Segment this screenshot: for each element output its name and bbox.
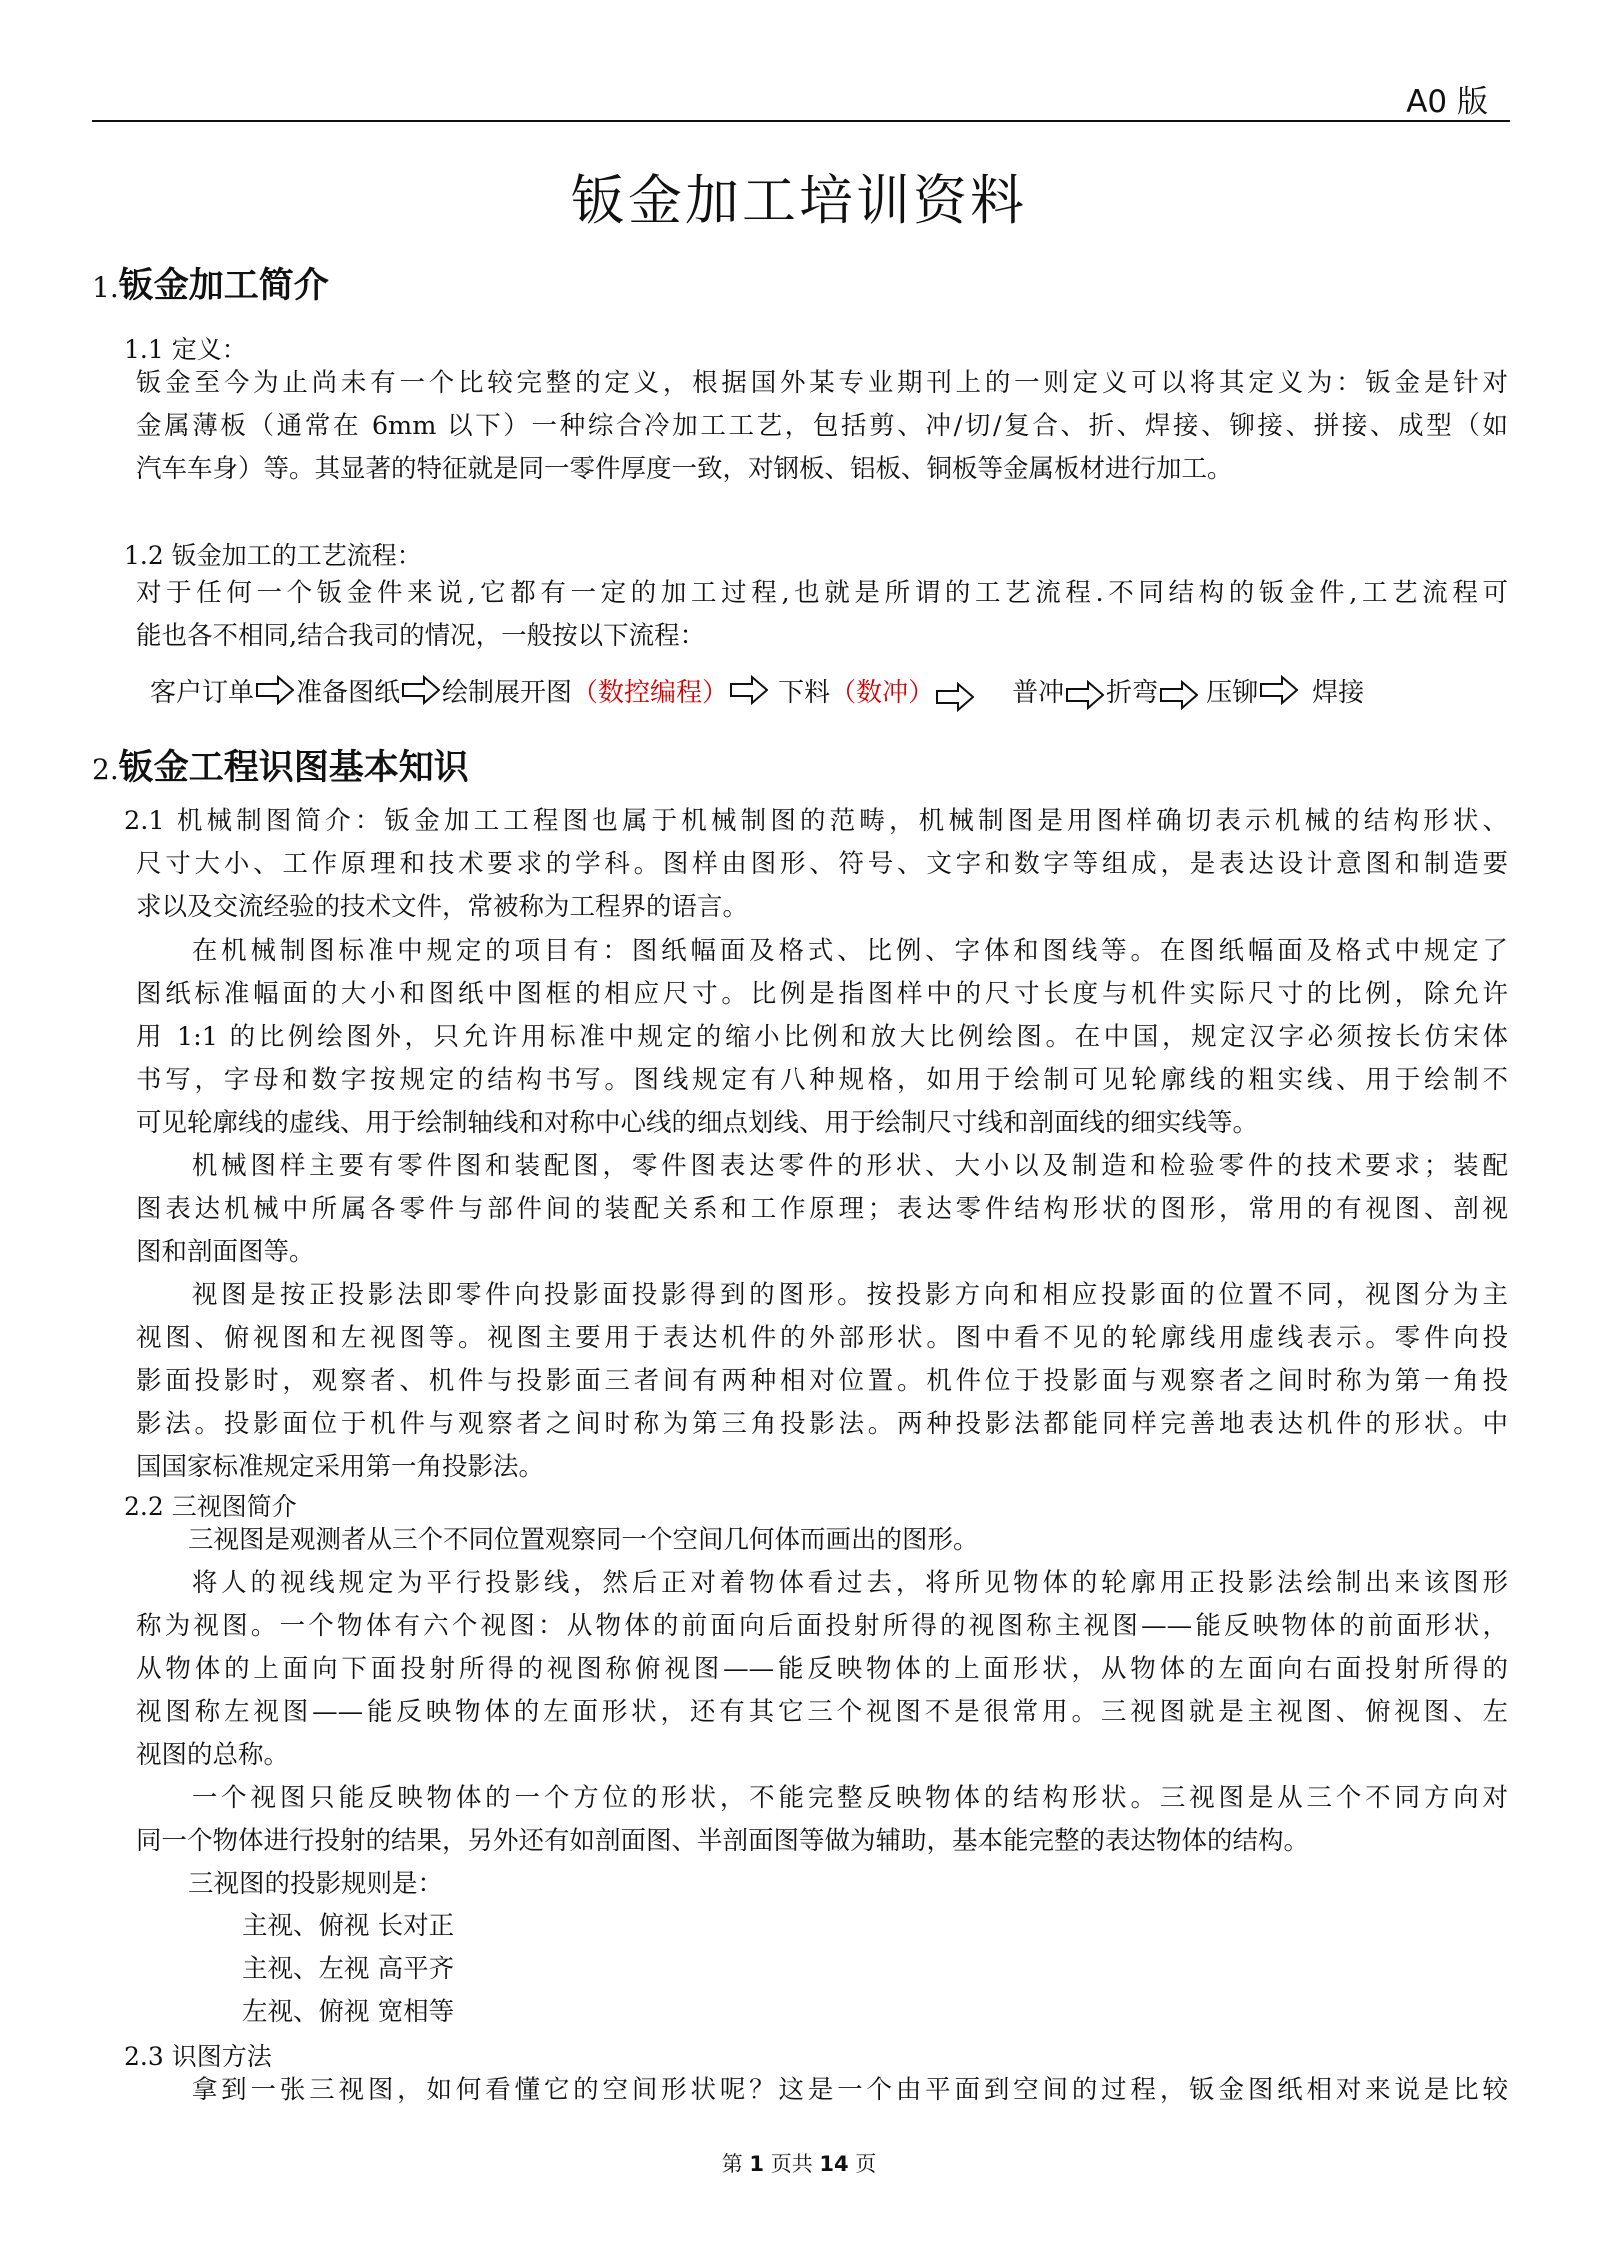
- text-line: 将人的视线规定为平行投影线，然后正对着物体看过去，将所见物体的轮廓用正投影法绘制出来该图形: [188, 1568, 1508, 1598]
- section-2-1-paragraph-2: [136, 930, 1508, 1145]
- text-line: 三视图的投影规则是：: [188, 1869, 444, 1899]
- footer-middle: 页共: [764, 2152, 820, 2176]
- flow-step: 客户订单: [150, 677, 255, 708]
- arrow-right-icon: [1066, 680, 1104, 710]
- section-1-2-heading: 1.2 钣金加工的工艺流程：: [124, 541, 422, 570]
- text-line-indented: [136, 1274, 1508, 1317]
- text-line: 影法。投影面位于机件与观察者之间时称为第三角投影法。两种投影法都能同样完善地表达机件的形状。中: [136, 1409, 1508, 1439]
- section-2-2-heading: 2.2 三视图简介: [124, 1492, 297, 1521]
- section-2-1-paragraph-4: [136, 1274, 1508, 1489]
- arrow-right-icon: [1260, 675, 1298, 705]
- text-line: 图表达机械中所属各零件与部件间的装配关系和工作原理；表达零件结构形状的图形，常用的有视图、剖视: [136, 1194, 1508, 1224]
- text-line: 金属薄板（通常在 6mm 以下）一种综合冷加工工艺，包括剪、冲/切/复合、折、焊接、铆接、拼接、成型（如: [136, 411, 1508, 441]
- section-1-1-paragraph: [136, 362, 1508, 491]
- text-line: 对于任何一个钣金件来说,它都有一定的加工过程,也就是所谓的工艺流程.不同结构的钣金件,工艺流程可: [136, 578, 1508, 608]
- text-line: 视图、俯视图和左视图等。视图主要用于表达机件的外部形状。图中看不见的轮廓线用虚线表示。零件向投: [136, 1323, 1508, 1353]
- text-line: 2.1 机械制图简介：钣金加工工程图也属于机械制图的范畴，机械制图是用图样确切表示机械的结构形状、: [124, 806, 1508, 836]
- text-line: 可见轮廓线的虚线、用于绘制轴线和对称中心线的细点划线、用于绘制尺寸线和剖面线的细实线等。: [136, 1108, 1259, 1138]
- text-line: 视图称左视图——能反映物体的左面形状，还有其它三个视图不是很常用。三视图就是主视图、俯视图、左: [136, 1697, 1508, 1727]
- section-2-heading: [92, 740, 469, 790]
- text-line: 同一个物体进行投射的结果，另外还有如剖面图、半剖面图等做为辅助，基本能完整的表达物体的结构。: [136, 1826, 1310, 1856]
- section-2-2-paragraph-1: [136, 1519, 1508, 1562]
- flow-step-note: （数控编程）: [572, 677, 729, 708]
- text-line: 拿到一张三视图，如何看懂它的空间形状呢？这是一个由平面到空间的过程，钣金图纸相对来说是比较: [188, 2075, 1508, 2105]
- text-line: 汽车车身）等。其显著的特征就是同一零件厚度一致，对钢板、铝板、铜板等金属板材进行加工。: [136, 454, 1233, 484]
- section-1-1-heading: 1.1 定义：: [124, 335, 247, 364]
- flow-step: 焊接: [1312, 677, 1365, 708]
- header-rule: [92, 120, 1510, 122]
- footer-total-pages: 14: [819, 2152, 849, 2176]
- section-2-1-paragraph-1: [124, 800, 1508, 929]
- text-line: 三视图是观测者从三个不同位置观察同一个空间几何体而画出的图形。: [188, 1525, 979, 1555]
- text-line-indented: [136, 2069, 1508, 2112]
- text-line-indented: [136, 1863, 1508, 1906]
- flow-step: 准备图纸: [296, 677, 401, 708]
- section-2-2-paragraph-3: [136, 1777, 1508, 1863]
- text-line-indented: [136, 930, 1508, 973]
- footer-page-number: 1: [749, 2152, 765, 2176]
- text-line: 在机械制图标准中规定的项目有：图纸幅面及格式、比例、字体和图线等。在图纸幅面及格式中规定了: [188, 936, 1508, 966]
- flow-step-note: （数冲）: [830, 677, 935, 708]
- text-line-indented: [136, 1145, 1508, 1188]
- footer-prefix: 第: [721, 2152, 750, 2176]
- text-line: 从物体的上面向下面投射所得的视图称俯视图——能反映物体的上面形状，从物体的左面向右面投射所得的: [136, 1654, 1508, 1684]
- text-line: 机械图样主要有零件图和装配图，零件图表达零件的形状、大小以及制造和检验零件的技术要求；装配: [188, 1151, 1508, 1181]
- flow-step: 折弯: [1106, 677, 1159, 708]
- flow-step: 绘制展开图: [442, 677, 573, 708]
- text-line-indented: [136, 1777, 1508, 1820]
- section-1-heading: [92, 258, 329, 308]
- document-title: 钣金加工培训资料: [571, 169, 1027, 232]
- text-line: 国国家标准规定采用第一角投影法。: [136, 1452, 545, 1482]
- text-line: 书写，字母和数字按规定的结构书写。图线规定有八种规格，如用于绘制可见轮廓线的粗实线、用于绘制不: [136, 1065, 1508, 1095]
- arrow-right-icon: [256, 675, 294, 705]
- text-line: 图纸标准幅面的大小和图纸中图框的相应尺寸。比例是指图样中的尺寸长度与机件实际尺寸的比例，除允许: [136, 979, 1508, 1009]
- section-2-title: 钣金工程识图基本知识: [118, 747, 469, 788]
- arrow-right-icon: [936, 682, 974, 712]
- footer-suffix: 页: [848, 2152, 877, 2176]
- text-line: 视图的总称。: [136, 1740, 290, 1770]
- text-line-indented: [136, 1562, 1508, 1605]
- section-2-2-paragraph-4: [136, 1863, 1508, 1906]
- arrow-right-icon: [402, 675, 440, 705]
- text-line: 尺寸大小、工作原理和技术要求的学科。图样由图形、符号、文字和数字等组成，是表达设计意图和制造要: [136, 849, 1508, 879]
- flow-step: 下料: [778, 677, 831, 708]
- section-1-number: 1.: [92, 271, 119, 304]
- text-line: 求以及交流经验的技术文件，常被称为工程界的语言。: [136, 892, 749, 922]
- projection-rule: 主视、左视 高平齐: [242, 1954, 455, 1984]
- text-line: 钣金至今为止尚未有一个比较完整的定义，根据国外某专业期刊上的一则定义可以将其定义为：钣金是针对: [136, 368, 1508, 398]
- version-label: A0 版: [1406, 84, 1488, 120]
- flow-step: 压铆: [1206, 677, 1259, 708]
- text-line-indented: [136, 1519, 1508, 1562]
- section-2-2-paragraph-2: [136, 1562, 1508, 1777]
- arrow-right-icon: [730, 675, 768, 705]
- text-line: 用 1:1 的比例绘图外，只允许用标准中规定的缩小比例和放大比例绘图。在中国，规定汉字必须按长仿宋体: [136, 1022, 1508, 1052]
- section-2-number: 2.: [92, 753, 119, 786]
- flow-step: 普冲: [1012, 677, 1065, 708]
- arrow-right-icon: [1160, 680, 1198, 710]
- section-1-2-paragraph: [136, 572, 1508, 658]
- projection-rule: 主视、俯视 长对正: [242, 1911, 455, 1941]
- projection-rule: 左视、俯视 宽相等: [242, 1997, 455, 2027]
- page-footer: [0, 2148, 1598, 2178]
- text-line: 称为视图。一个物体有六个视图：从物体的前面向后面投射所得的视图称主视图——能反映物体的前面形状，: [136, 1611, 1508, 1641]
- process-flow: [150, 668, 1364, 712]
- section-2-3-paragraph-1: [136, 2069, 1508, 2112]
- section-2-3-heading: 2.3 识图方法: [124, 2042, 272, 2071]
- section-2-1-paragraph-3: [136, 1145, 1508, 1274]
- text-line: 视图是按正投影法即零件向投影面投影得到的图形。按投影方向和相应投影面的位置不同，视图分为主: [188, 1280, 1508, 1310]
- text-line: 影面投影时，观察者、机件与投影面三者间有两种相对位置。机件位于投影面与观察者之间时称为第一角投: [136, 1366, 1508, 1396]
- text-line: 图和剖面图等。: [136, 1237, 315, 1267]
- section-1-title: 钣金加工简介: [118, 265, 329, 306]
- text-line: 能也各不相同,结合我司的情况，一般按以下流程：: [136, 621, 706, 651]
- text-line: 一个视图只能反映物体的一个方位的形状，不能完整反映物体的结构形状。三视图是从三个不同方向对: [188, 1783, 1508, 1813]
